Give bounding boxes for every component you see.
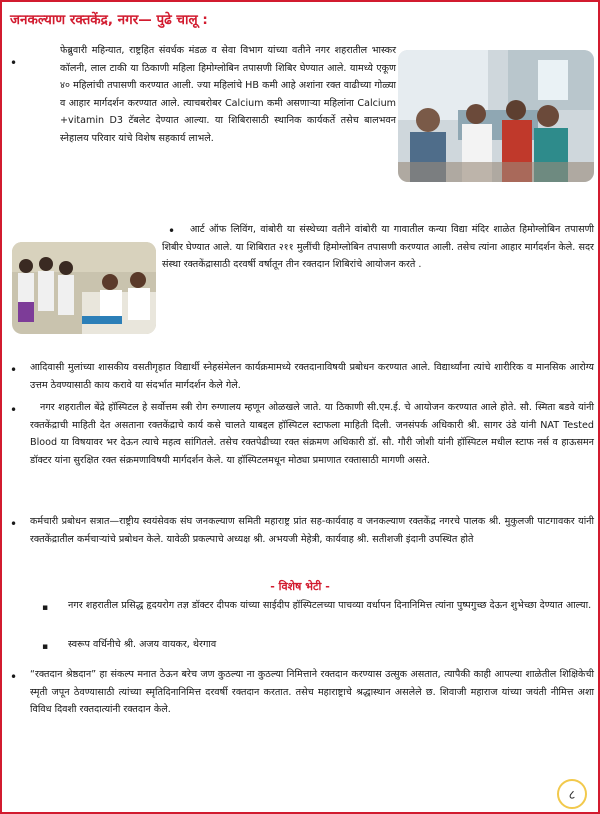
bullet-mark: • xyxy=(10,56,18,70)
paragraph-tribal-hostel-awareness: आदिवासी मुलांच्या शासकीय वसतीगृहात विद्यार्थी स्नेहसंमेलन कार्यक्रमामध्ये रक्तदानाविषयी प्रबोधन करण्यात आले. विद्यार्थ्यांना त्यांचे शारीरिक व मानसिक आरोग्य उत्तम ठेवण्यासाठी काय करावे या संदर्भात मार्गदर्शन केले गेले. xyxy=(30,362,594,391)
paragraph-art-of-living-camp: आर्ट ऑफ लिविंग, वांबोरी या संस्थेच्या वतीने वांबोरी या गावातील कन्या विद्या मंदिर शाळेत हिमोग्लोबिन तपासणी शिबीर घेण्यात आले. या शिबिरात २११ मुलींची हिमोग्लोबिन तपासणी करण्यात आली. तसेच त्यांना आहार मार्गदर्शन केले. सदर संस्था रक्तकेंद्रासाठी दरवर्षी वर्षातून तीन रक्तदान शिबिरांचे आयोजन करते . xyxy=(162,224,594,270)
page-number: ८ xyxy=(557,779,587,809)
paragraph-staff-training-session: कर्मचारी प्रबोधन सत्रात—राष्ट्रीय स्वयंसेवक संघ जनकल्याण समिती महाराष्ट्र प्रांत सह-कार्यवाह व जनकल्याण रक्तकेंद्र नगरचे पालक श्री. मुकुलजी पाटगावकर यांनी रक्तकेंद्रातील कर्मचाऱ्यांचे प्रबोधन केले. यावेळी प्रकल्पाचे अध्यक्ष श्री. अभयजी मेहेत्री, कार्यवाह श्री. सतीशजी इंदानी उपस्थित होते xyxy=(30,516,594,545)
bullet-mark: • xyxy=(10,403,18,417)
page-title: जनकल्याण रक्तकेंद्र, नगर— पुढे चालू : xyxy=(10,12,208,28)
paragraph-hemoglobin-camp-women: फेब्रुवारी महिन्यात, राष्ट्रहित संवर्धक मंडळ व सेवा विभाग यांच्या वतीने नगर शहरातील भास्कर कॉलनी, लाल टाकी या ठिकाणी महिला हिमोग्लोबिन तपासणी शिबिर घेण्यात आले. यामध्ये एकूण ४० महिलांची तपासणी करण्यात आली. ज्या महिलांचे HB कमी आहे अशांना रक्त वाढीच्या गोळ्या व आहार मार्गदर्शन करण्यात आले. त्याचबरोबर Calcium कमी असणाऱ्या महिलांना Calcium +vitamin D3 टॅबलेट देण्यात आल्या. या शिबिरासाठी स्थानिक कार्यकर्ते तसेच बालभवन स्नेहालय परिवार यांचे विशेष सहकार्य लाभले. xyxy=(60,45,396,144)
paragraph-blood-donation-closing: “रक्तदान श्रेष्ठदान” हा संकल्प मनात ठेऊन बरेच जण कुठल्या ना कुठल्या निमित्ताने रक्तदान करण्यास उत्सुक असतात, त्यापैकी काही आपल्या शाळेतील शिक्षिकेची स्मृती जपून ठेवण्यासाठी त्यांच्या स्मृतिदिनानिमित्त दरवर्षी रक्तदान करतात. तसेच महाराष्ट्राचे श्रद्धास्थान असलेले छ. शिवाजी महाराज यांच्या जयंती नीमित्त अशा विविध दिवशी रक्तदात्यांनी रक्तदान केले. xyxy=(30,669,594,715)
special-visit-item: नगर शहरातील प्रसिद्ध हृदयरोग तज्ञ डॉक्टर दीपक यांच्या साईदीप हॉस्पिटलच्या पाचव्या वर्धापन दिनानिमित्त त्यांना पुष्पगुच्छ देऊन शुभेच्छा देण्यात आल्या. xyxy=(68,600,592,611)
sub-bullet-mark: ▪ xyxy=(42,642,49,652)
photo-women-health-camp xyxy=(398,50,594,182)
bullet-mark: • xyxy=(168,224,176,238)
bullet-mark: • xyxy=(10,363,18,377)
photo-school-girls-checkup xyxy=(12,242,156,334)
paragraph-bendre-hospital-cme: नगर शहरातील बेंद्रे हॉस्पिटल हे सर्वोत्तम स्त्री रोग रुग्णालय म्हणून ओळखले जाते. या ठिकाणी सी.एम.ई. चे आयोजन करण्यात आले होते. सौ. स्मिता बडवे यांनी रक्तकेंद्राची माहिती देत असताना रक्तकेंद्राचे कार्य कसे चालते याबद्दल हॉस्पिटल स्टाफला माहिती दिली. जनसंपर्क अधिकारी श्री. सागर उंडे यांनी NAT Tested Blood या विषयावर भर देऊन त्याचे महत्व सांगितले. तसेच रक्तपेढीच्या रक्त संक्रमण अधिकारी डॉ. सौ. गौरी जोशी यांनी हॉस्पिटल मधील स्टाफ नर्स व हाऊसमन डॉक्टर यांना सुरक्षित रक्त संक्रमणाविषयी मार्गदर्शन केले. या हॉस्पिटलमधून मोठ्या प्रमाणात रक्तासाठी मागणी असते. xyxy=(30,402,594,466)
sub-bullet-mark: ▪ xyxy=(42,603,49,613)
special-visits-heading: - विशेष भेटी - xyxy=(270,580,330,593)
bullet-mark: • xyxy=(10,517,18,531)
bullet-mark: • xyxy=(10,670,18,684)
special-visit-item: स्वरूप वर्धिनीचे श्री. अजय वायकर, थेरगाव xyxy=(68,639,217,650)
